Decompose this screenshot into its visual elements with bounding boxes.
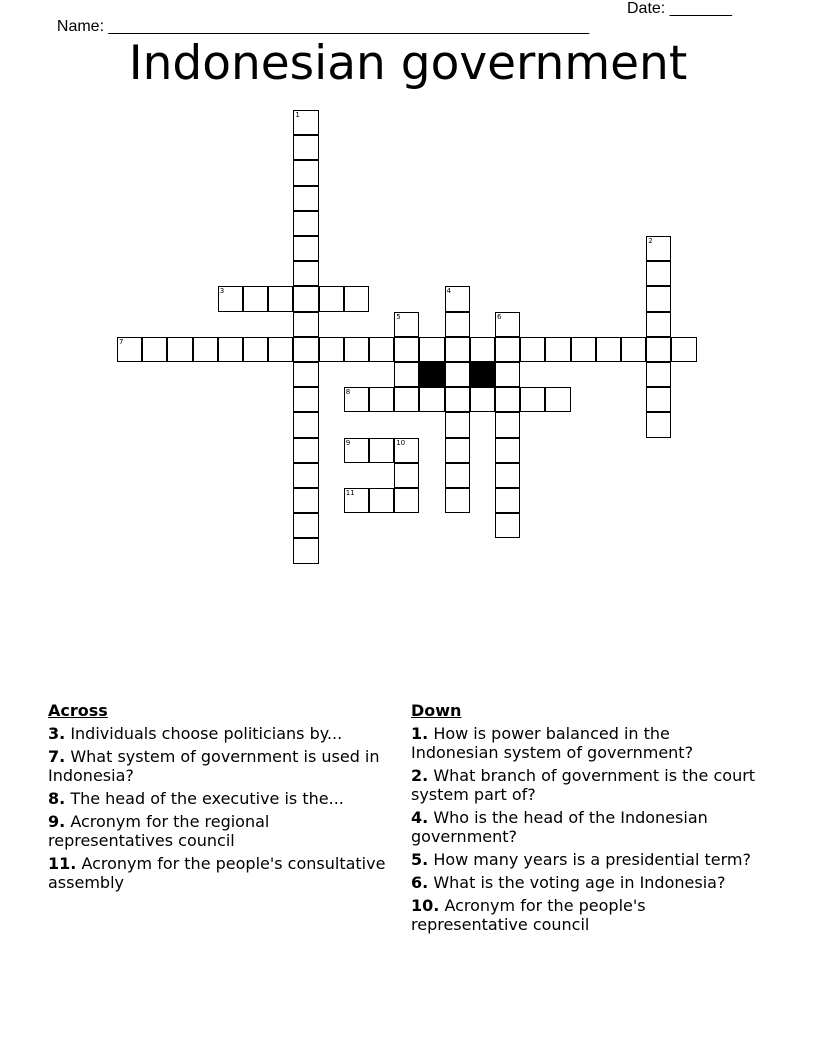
crossword-cell[interactable] <box>293 135 318 160</box>
clue-number: 4 <box>446 287 452 296</box>
clue-number: 6 <box>497 312 502 321</box>
crossword-cell[interactable] <box>293 362 318 387</box>
crossword-cell[interactable] <box>571 337 596 362</box>
crossword-cell[interactable] <box>495 438 520 463</box>
crossword-cell[interactable] <box>520 337 545 362</box>
crossword-cell[interactable] <box>495 513 520 538</box>
crossword-cell[interactable] <box>445 387 470 412</box>
crossword-cell[interactable] <box>646 312 671 337</box>
crossword-cell[interactable] <box>545 337 570 362</box>
crossword-cell[interactable] <box>243 286 268 311</box>
crossword-cell[interactable] <box>293 110 318 135</box>
crossword-cell[interactable] <box>344 387 369 412</box>
crossword-cell[interactable] <box>218 337 243 362</box>
crossword-cell[interactable] <box>344 286 369 311</box>
crossword-cell[interactable] <box>293 488 318 513</box>
clue-number: 10 <box>396 438 406 447</box>
crossword-cell[interactable] <box>344 488 369 513</box>
crossword-cell[interactable] <box>394 337 419 362</box>
crossword-black-cell <box>470 362 495 387</box>
crossword-cell[interactable] <box>495 488 520 513</box>
page-title: Indonesian government <box>128 36 688 91</box>
clue-number: 9 <box>345 438 351 447</box>
crossword-cell[interactable] <box>419 387 444 412</box>
across-clues <box>48 701 393 896</box>
down-clue: 2. What branch of government is the court system part of? <box>411 766 756 804</box>
crossword-cell[interactable] <box>394 362 419 387</box>
crossword-cell[interactable] <box>369 438 394 463</box>
crossword-cell[interactable] <box>369 387 394 412</box>
crossword-cell[interactable] <box>621 337 646 362</box>
crossword-cell[interactable] <box>646 412 671 437</box>
crossword-cell[interactable] <box>445 488 470 513</box>
crossword-cell[interactable] <box>293 211 318 236</box>
crossword-cell[interactable] <box>520 387 545 412</box>
down-clue: 10. Acronym for the people's representative council <box>411 896 646 934</box>
crossword-cell[interactable] <box>394 488 419 513</box>
across-clue: 11. Acronym for the people's consultative assembly <box>48 854 386 892</box>
crossword-cell[interactable] <box>419 337 444 362</box>
down-clues <box>411 701 761 938</box>
crossword-cell[interactable] <box>117 337 142 362</box>
down-clue: 6. What is the voting age in Indonesia? <box>411 873 726 892</box>
crossword-cell[interactable] <box>293 312 318 337</box>
clue-number: 7 <box>119 337 124 346</box>
crossword-cell[interactable] <box>495 412 520 437</box>
crossword-cell[interactable] <box>445 312 470 337</box>
crossword-cell[interactable] <box>545 387 570 412</box>
clue-number: 2 <box>648 237 653 245</box>
crossword-cell[interactable] <box>293 538 318 563</box>
crossword-cell[interactable] <box>319 337 344 362</box>
clue-number: 1 <box>295 111 300 119</box>
crossword-cell[interactable] <box>495 463 520 488</box>
crossword-cell[interactable] <box>394 438 419 463</box>
crossword-cell[interactable] <box>495 362 520 387</box>
clue-number: 8 <box>345 388 351 397</box>
crossword-cell[interactable] <box>293 286 318 311</box>
crossword-cell[interactable] <box>293 412 318 437</box>
crossword-cell[interactable] <box>470 387 495 412</box>
crossword-cell[interactable] <box>646 337 671 362</box>
crossword-cell[interactable] <box>445 337 470 362</box>
across-clue: 7. What system of government is used in Indonesia? <box>48 747 380 785</box>
crossword-cell[interactable] <box>495 387 520 412</box>
crossword-cell[interactable] <box>243 337 268 362</box>
crossword-cell[interactable] <box>293 438 318 463</box>
crossword-cell[interactable] <box>142 337 167 362</box>
crossword-cell[interactable] <box>445 463 470 488</box>
crossword-cell[interactable] <box>646 387 671 412</box>
crossword-cell[interactable] <box>218 286 243 311</box>
crossword-cell[interactable] <box>293 337 318 362</box>
crossword-cell[interactable] <box>293 513 318 538</box>
down-clue: 4. Who is the head of the Indonesian government? <box>411 808 708 846</box>
down-clue: 5. How many years is a presidential term? <box>411 850 751 869</box>
crossword-cell[interactable] <box>495 337 520 362</box>
across-clue: 3. Individuals choose politicians by... <box>48 724 343 743</box>
crossword-cell[interactable] <box>369 337 394 362</box>
crossword-cell[interactable] <box>596 337 621 362</box>
across-heading: Across <box>48 701 108 720</box>
down-heading: Down <box>411 701 462 720</box>
crossword-cell[interactable] <box>646 236 671 261</box>
crossword-cell[interactable] <box>646 286 671 311</box>
crossword-cell[interactable] <box>293 160 318 185</box>
across-clue: 9. Acronym for the regional representatives council <box>48 812 270 850</box>
crossword-cell[interactable] <box>445 438 470 463</box>
across-clue: 8. The head of the executive is the... <box>48 789 344 808</box>
crossword-cell[interactable] <box>268 337 293 362</box>
date-field-label: Date: _______ <box>627 0 732 17</box>
crossword-cell[interactable] <box>293 236 318 261</box>
clue-number: 3 <box>219 287 225 296</box>
crossword-cell[interactable] <box>445 362 470 387</box>
crossword-cell[interactable] <box>344 438 369 463</box>
crossword-cell[interactable] <box>445 412 470 437</box>
crossword-cell[interactable] <box>646 261 671 286</box>
crossword-cell[interactable] <box>167 337 192 362</box>
crossword-cell[interactable] <box>293 186 318 211</box>
clue-number: 5 <box>396 312 401 321</box>
crossword-cell[interactable] <box>268 286 293 311</box>
crossword-cell[interactable] <box>344 337 369 362</box>
crossword-black-cell <box>419 362 444 387</box>
crossword-cell[interactable] <box>646 362 671 387</box>
crossword-cell[interactable] <box>293 387 318 412</box>
crossword-cell[interactable] <box>445 286 470 311</box>
clue-number: 11 <box>345 489 355 497</box>
crossword-cell[interactable] <box>293 463 318 488</box>
crossword-cell[interactable] <box>293 261 318 286</box>
crossword-cell[interactable] <box>193 337 218 362</box>
crossword-cell[interactable] <box>470 337 495 362</box>
crossword-cell[interactable] <box>394 463 419 488</box>
crossword-cell[interactable] <box>394 312 419 337</box>
name-field-label: Name: ______________________________________________________ <box>56 18 589 35</box>
down-clue: 1. How is power balanced in the Indonesian system of government? <box>411 724 694 762</box>
crossword-cell[interactable] <box>369 488 394 513</box>
crossword-cell[interactable] <box>495 312 520 337</box>
crossword-cell[interactable] <box>671 337 696 362</box>
crossword-cell[interactable] <box>394 387 419 412</box>
crossword-cell[interactable] <box>319 286 344 311</box>
